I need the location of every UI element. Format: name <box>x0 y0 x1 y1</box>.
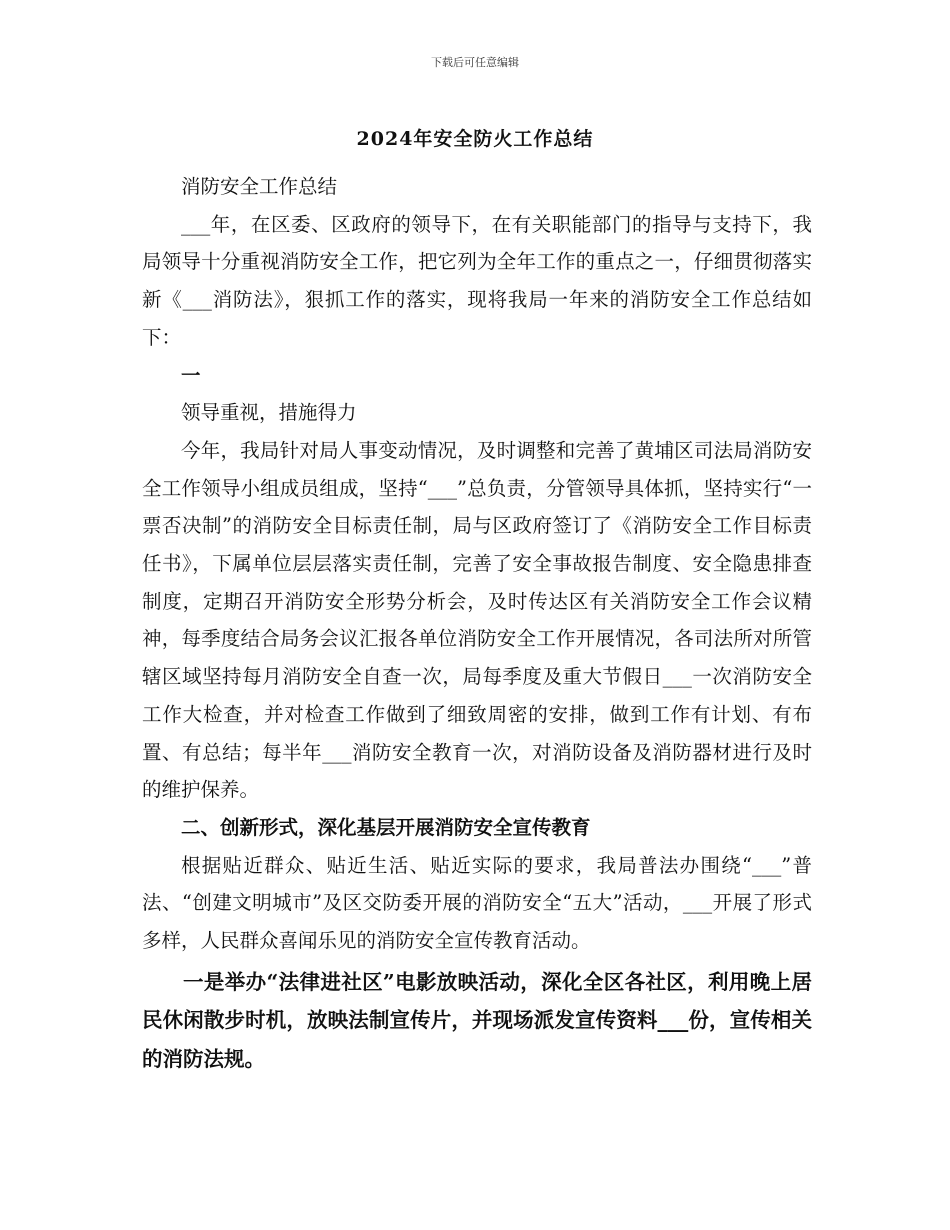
section-2-heading: 二、创新形式，深化基层开展消防安全宣传教育 <box>181 815 591 839</box>
subtitle: 消防安全工作总结 <box>181 175 338 198</box>
document-body <box>142 168 812 1078</box>
section-2-paragraph: 根据贴近群众、贴近生活、贴近实际的要求，我局普法办围绕“___”普法、“创建文明城市”及区交防委开展的消防安全“五大”活动，___开展了形式多样，人民群众喜闻乐见的消防安全宣传教育活动。 <box>142 853 812 953</box>
header-note: 下载后可任意编辑 <box>431 56 519 69</box>
document-title: 2024年安全防火工作总结 <box>356 128 594 150</box>
intro-paragraph: ___年，在区委、区政府的领导下，在有关职能部门的指导与支持下，我局领导十分重视消防安全工作，把它列为全年工作的重点之一，仔细贯彻落实新《___消防法》，狠抓工作的落实，现将我局一年来的消防安全工作总结如下： <box>142 212 812 349</box>
section-2-item-1: 一是举办“法律进社区”电影放映活动，深化全区各社区，利用晚上居民休闲散步时机，放映法制宣传片，并现场派发宣传资料___份，宣传相关的消防法规。 <box>142 969 812 1071</box>
section-1-number: 一 <box>181 363 201 387</box>
section-1-paragraph: 今年，我局针对局人事变动情况，及时调整和完善了黄埔区司法局消防安全工作领导小组成员组成，坚持“___”总负责，分管领导具体抓，坚持实行“一票否决制”的消防安全目标责任制，局与区政府签订了《消防安全工作目标责任书》，下属单位层层落实责任制，完善了安全事故报告制度、安全隐患排查制度，定期召开消防安全形势分析会，及时传达区有关消防安全工作会议精神，每季度结合局务会议汇报各单位消防安全工作开展情况，各司法所对所管辖区域坚持每月消防安全自查一次，局每季度及重大节假日___一次消防安全工作大检查，并对检查工作做到了细致周密的安排，做到工作有计划、有布置、有总结；每半年___消防安全教育一次，对消防设备及消防器材进行及时的维护保养。 <box>142 438 812 802</box>
section-1-heading: 领导重视，措施得力 <box>181 401 357 425</box>
